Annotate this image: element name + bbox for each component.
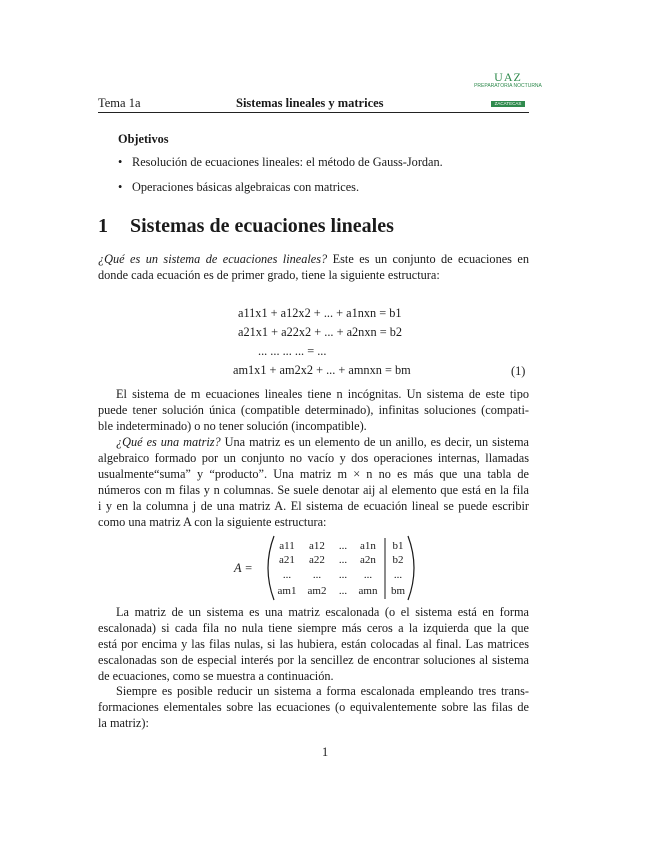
equation-row: am1x1 + am2x2 + ... + amnxn = bm — [233, 363, 411, 377]
matrix-cell: ... — [282, 569, 292, 581]
objective-item — [118, 155, 443, 170]
bullet-icon: • — [118, 180, 123, 194]
matrix-cell: a1n — [360, 540, 376, 552]
objective-item — [118, 180, 359, 195]
section-title: Sistemas de ecuaciones lineales — [130, 215, 394, 237]
matrix-cell: b2 — [392, 554, 404, 566]
para-line: Una matriz es un elemento de un anillo, es decir, un sistema — [220, 435, 529, 449]
matrix-cell: ... — [393, 569, 403, 581]
matrix-cell: ... — [338, 585, 348, 597]
section-number: 1 — [98, 215, 108, 237]
equation-number: (1) — [511, 364, 526, 378]
matrix-cell: am2 — [307, 585, 327, 597]
running-header — [98, 95, 529, 113]
equation-row: ... ... ... ... = ... — [258, 344, 327, 358]
matrix-cell: ... — [338, 569, 348, 581]
matrix-cell: a11 — [279, 540, 295, 552]
objective-text: Resolución de ecuaciones lineales: el método de Gauss-Jordan. — [132, 155, 443, 169]
para-line: algebraico formado por un conjunto no vacío y dos operaciones internas, llamadas — [98, 451, 529, 465]
para-line: ble indeterminado) o no tener solución (incompatible). — [98, 419, 367, 433]
logo-bar: ZACATECAS — [491, 101, 526, 107]
objective-text: Operaciones básicas algebraicas con matrices. — [132, 180, 360, 194]
para-line: formaciones elementales sobre las ecuaciones (o equivalentemente sobre las filas de — [98, 700, 529, 714]
para-line: La matriz de un sistema es una matriz escalonada (o el sistema está en forma — [116, 605, 529, 619]
page-number: 1 — [322, 745, 329, 759]
para-line: como una matriz A con la siguiente estructura: — [98, 515, 327, 529]
paragraph-matrix — [98, 434, 529, 530]
para-line: de ecuaciones, como se muestra a continuación. — [98, 669, 334, 683]
matrix-question: ¿Qué es una matriz? — [116, 435, 221, 449]
matrix-cell: a21 — [279, 554, 295, 566]
matrix-cell: a22 — [309, 554, 325, 566]
matrix-cell: amn — [358, 585, 378, 597]
equation-row: a21x1 + a22x2 + ... + a2nxn = b2 — [238, 325, 403, 339]
objectives-title: Objetivos — [118, 132, 169, 146]
para-line: está por encima y las filas nulas, si las hubiera, están colocadas al final. Las matrices — [98, 637, 529, 651]
para-line: escalonada) si cada fila no nula tiene siempre más ceros a la izquierda que la que — [98, 621, 529, 635]
intro-paragraph — [98, 251, 529, 283]
equation-row: a11x1 + a12x2 + ... + a1nxn = b1 — [238, 306, 402, 320]
para-line: Siempre es posible reducir un sistema a forma escalonada empleando tres trans- — [116, 684, 529, 698]
header-title: Sistemas lineales y matrices — [236, 96, 384, 110]
para-line: escalonadas son de especial interés por la sencillez de encontrar soluciones al sistema — [98, 653, 529, 667]
intro-question: ¿Qué es un sistema de ecuaciones lineales? — [98, 252, 328, 266]
bullet-icon: • — [118, 155, 123, 169]
matrix-cell: bm — [390, 585, 406, 597]
para-line: la matriz): — [98, 716, 149, 730]
matrix-cell: ... — [338, 540, 348, 552]
paragraph-echelon — [98, 604, 529, 684]
paragraph-reduction — [98, 683, 529, 731]
matrix-cell: a2n — [360, 554, 376, 566]
matrix-cell: ... — [338, 554, 348, 566]
header-topic: Tema 1a — [98, 96, 141, 110]
intro-line1: Este es un conjunto de ecuaciones en — [327, 252, 529, 266]
section-heading — [98, 215, 394, 238]
para-line: usualmente“suma” y “producto”. Una matriz m × n no es más que una tabla de — [98, 467, 529, 481]
matrix-cell: ... — [363, 569, 373, 581]
paragraph-system — [98, 386, 529, 434]
para-line: i y en la columna j de una matriz A. El sistema de ecuación lineal se puede escribir — [98, 499, 529, 513]
para-line: números con m filas y n columnas. Se suele denotar aij al elemento que está en la fila — [98, 483, 529, 497]
logo-subtitle: PREPARATORIA NOCTURNA — [474, 83, 542, 89]
intro-line2: donde cada ecuación es de primer grado, tiene la siguiente estructura: — [98, 268, 440, 282]
logo-mark: UAZ — [494, 70, 522, 84]
para-line: El sistema de m ecuaciones lineales tiene n incógnitas. Un sistema de este tipo — [116, 387, 529, 401]
para-line: puede tener solución única (compatible determinado), infinitas soluciones (compati- — [98, 403, 529, 417]
matrix-label: A = — [234, 561, 253, 575]
matrix-cell: am1 — [277, 585, 297, 597]
matrix-cell: ... — [312, 569, 322, 581]
matrix-cell: b1 — [392, 540, 404, 552]
matrix-cell: a12 — [309, 540, 325, 552]
